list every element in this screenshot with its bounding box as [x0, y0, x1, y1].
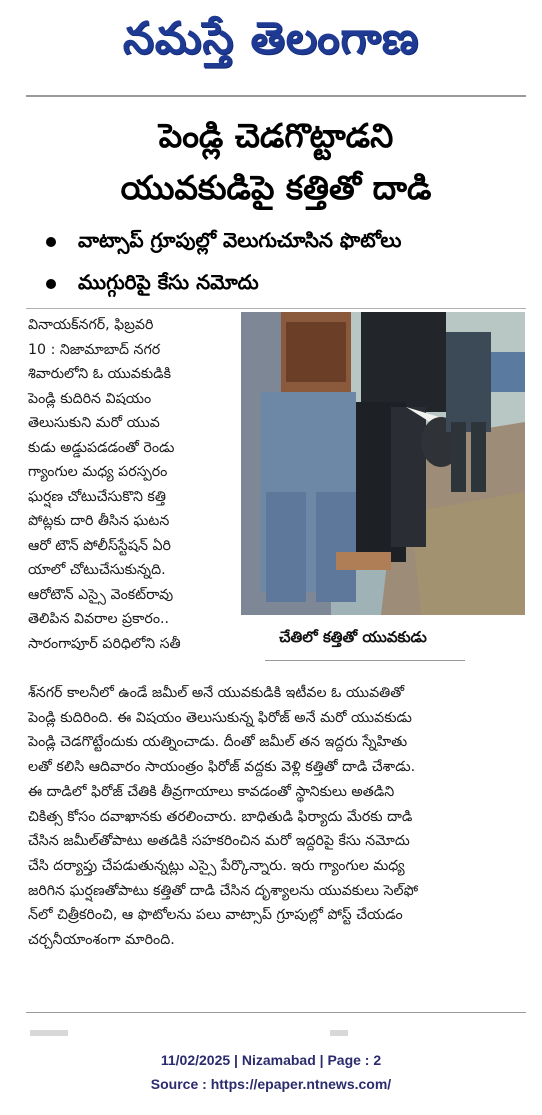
caption-rule	[265, 660, 465, 661]
header-rule	[26, 95, 526, 97]
body-line: శివారులోని ఓ యువకుడికి	[28, 366, 172, 382]
footer-rule	[26, 1012, 526, 1013]
body-line: ఈ దాడిలో ఫిరోజ్ చేతికి తీవ్రగాయాలు కావడంతో స్థానికులు అతడిని	[28, 783, 395, 800]
body-line: ఆరోటౌన్ ఎస్సై వెంకట్‌రావు	[28, 586, 174, 603]
body-line: పెండ్లి కుదిరిన విషయం	[28, 390, 152, 407]
body-line: న్‌లో చిత్రీకరించి, ఆ ఫొటోలను పలు వాట్సాప్ గ్రూపుల్లో పోస్ట్ చేయడం	[28, 907, 403, 924]
body-line: తెలిపిన వివరాల ప్రకారం..	[28, 611, 170, 627]
source-line: Source : https://epaper.ntnews.com/	[150, 1076, 392, 1092]
article-full-width	[28, 681, 526, 953]
photo-caption: చేతిలో కత్తితో యువకుడు	[279, 628, 427, 646]
bullet-item	[46, 270, 259, 299]
body-line: చేసిన జమీల్‌తోపాటు అతడికి సహకరించిన మరో ఇద్దరిపై కేసు నమోదు	[28, 833, 410, 850]
body-line: చర్చనీయాంశంగా మారింది.	[28, 932, 175, 949]
section-divider	[26, 308, 526, 309]
body-line: గ్యాంగుల మధ్య పరస్పరం	[28, 464, 168, 480]
body-line: యాలో చోటుచేసుకున్నది.	[28, 562, 166, 578]
body-line: ఘర్షణ చోటుచేసుకొని కత్తి	[28, 488, 166, 505]
bullet-text: వాట్సాప్ గ్రూపుల్లో వెలుగుచూసిన ఫొటోలు	[78, 228, 402, 252]
body-line: తెలుసుకుని మరో యువ	[28, 415, 160, 431]
news-photo-illustration	[241, 312, 525, 615]
article-column	[28, 313, 240, 656]
cropped-text-fragment	[330, 1030, 348, 1036]
news-photo	[241, 312, 525, 615]
body-line: చికిత్స కోసం దవాఖానకు తరలించారు. బాధితుడి ఫిర్యాదు మేరకు దాడి	[28, 808, 413, 825]
headline-line-2: యువకుడిపై కత్తితో దాడి	[120, 168, 432, 207]
cropped-text-fragment	[30, 1030, 68, 1036]
bullet-item	[46, 228, 401, 257]
body-line: పెండ్లి చెడగొట్టేందుకు యత్నించాడు. దీంతో జమీల్ తన ఇద్దరు స్నేహితు	[28, 734, 408, 751]
body-line: సారంగాపూర్ పరిధిలోని సతీ	[28, 635, 181, 652]
body-line: శ్‌నగర్ కాలనీలో ఉండే జమీల్ అనే యువకుడికి ఇటీవల ఓ యువతితో	[28, 685, 405, 701]
body-line: కుడు అడ్డుపడడంతో రెండు	[28, 439, 175, 456]
body-line: లతో కలిసి ఆదివారం సాయంత్రం ఫిరోజ్ వద్దకు వెళ్లి కత్తితో దాడి చేశాడు.	[28, 759, 416, 776]
bullet-dot-icon	[46, 237, 56, 247]
bullet-text: ముగ్గురిపై కేసు నమోదు	[78, 270, 259, 294]
body-line: పెండ్లి కుదిరింది. ఈ విషయం తెలుసుకున్న ఫిరోజ్ అనే మరో యువకుడు	[28, 709, 412, 726]
body-line: 10 : నిజామాబాద్ నగర	[28, 341, 161, 358]
body-line: వినాయక్‌నగర్, ఫిబ్రవరి	[28, 317, 154, 333]
bullet-dot-icon	[46, 279, 56, 289]
headline-line-1: పెండ్లి చెడగొట్టాడని	[158, 116, 394, 155]
body-line: ఆరో టౌన్ పోలీస్‌స్టేషన్ ఏరి	[28, 537, 171, 554]
body-line: జరిగిన ఘర్షణతోపాటు కత్తితో దాడి చేసిన దృశ్యాలను యువకులు సెల్‌ఫో	[28, 882, 419, 899]
body-line: చేసి దర్యాప్తు చేపడుతున్నట్లు ఎస్సై పేర్కొన్నారు. ఇరు గ్యాంగుల మధ్య	[28, 857, 405, 874]
masthead: నమస్తే తెలంగాణ	[122, 13, 420, 64]
edition-meta: 11/02/2025 | Nizamabad | Page : 2	[160, 1052, 382, 1068]
body-line: పోట్లకు దారి తీసిన ఘటన	[28, 513, 170, 529]
